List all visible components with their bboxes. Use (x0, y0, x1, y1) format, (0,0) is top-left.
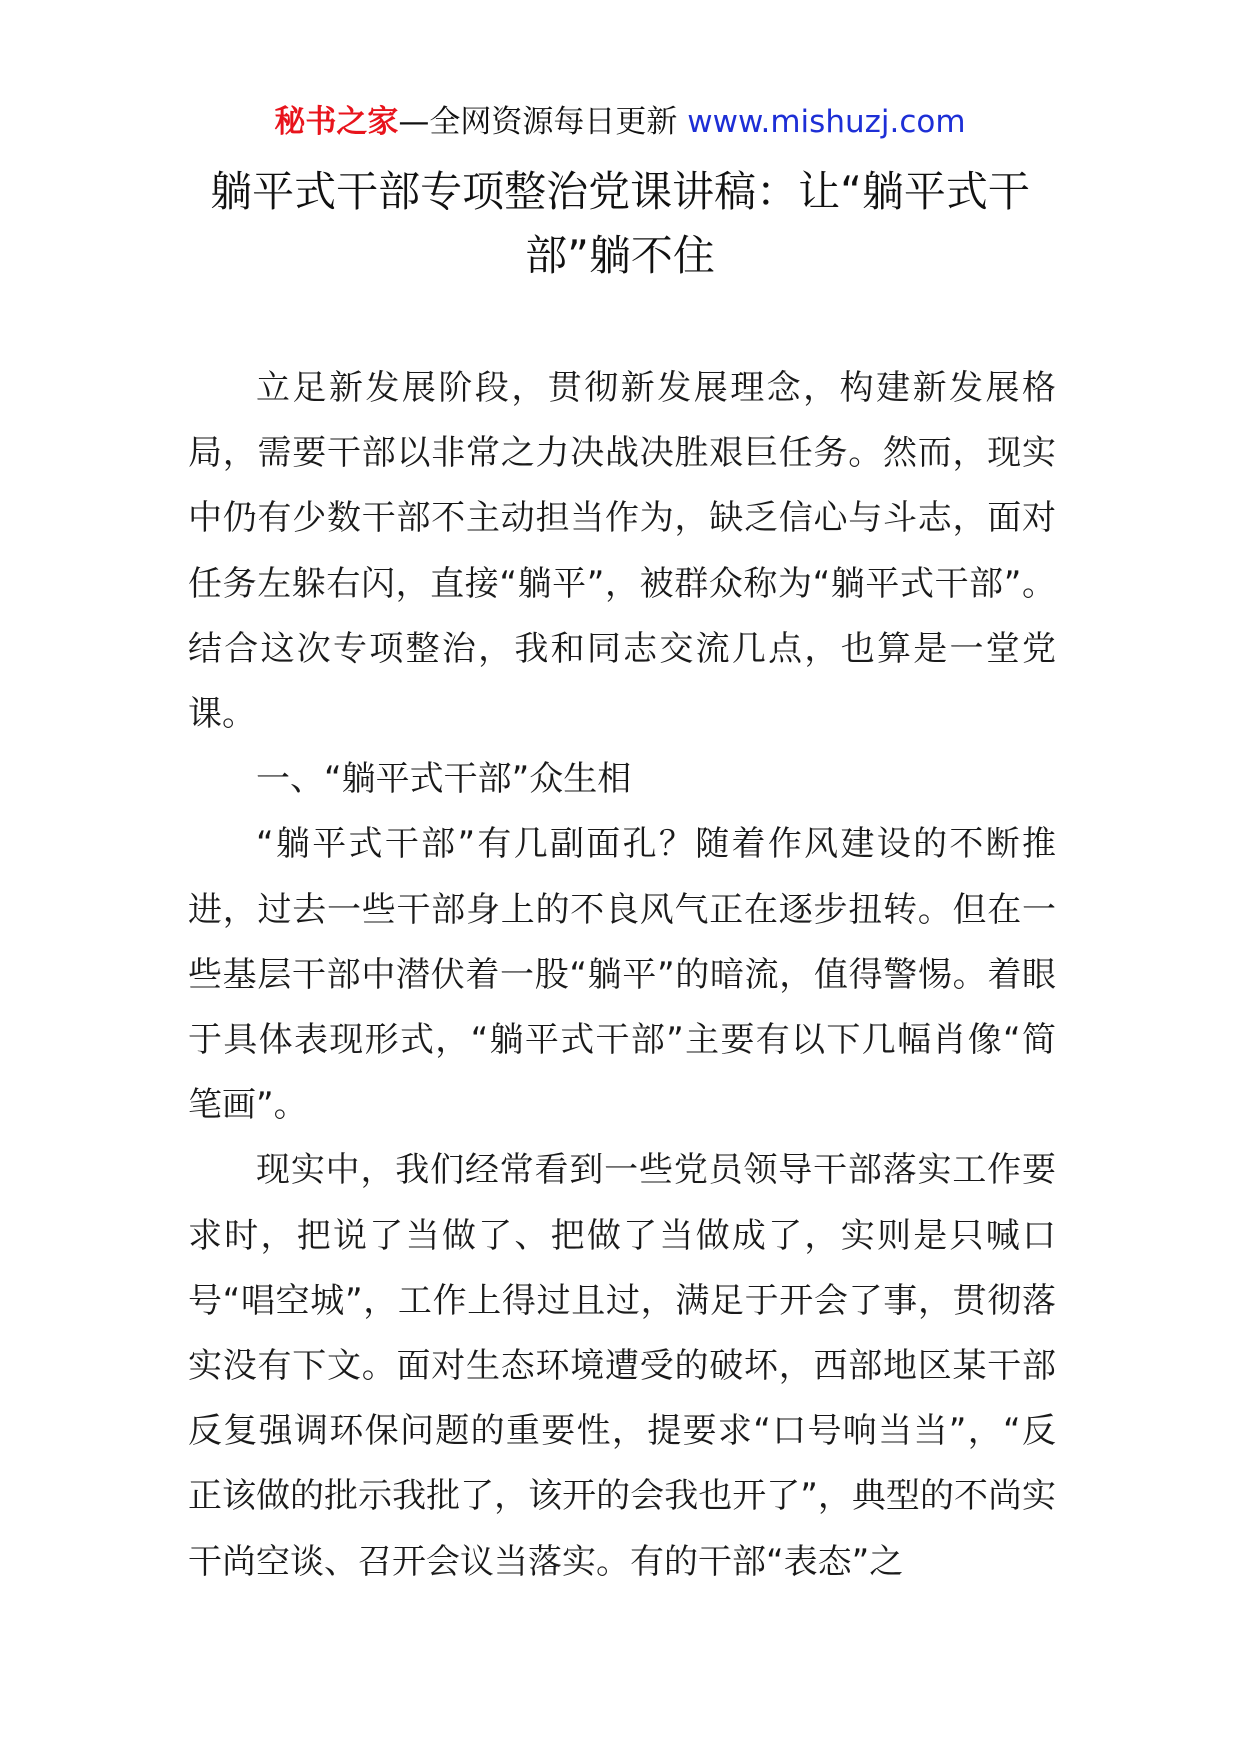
header-tagline: —全网资源每日更新 (398, 104, 688, 140)
paragraph-reality: 现实中，我们经常看到一些党员领导干部落实工作要求时，把说了当做了、把做了当做成了，实则是只喊口号“唱空城”，工作上得过且过，满足于开会了事，贯彻落实没有下文。面对生态环境遭受的破坏，西部地区某干部反复强调环保问题的重要性，提要求“口号响当当”，“反正该做的批示我批了，该开的会我也开了”，典型的不尚实干尚空谈、召开会议当落实。有的干部“表态”之 (188, 1150, 1056, 1582)
brand-name: 秘书之家 (274, 104, 399, 140)
section-heading: 一、“躺平式干部”众生相 (256, 759, 632, 800)
document-title: 躺平式干部专项整治党课讲稿：让“躺平式干部”躺不住 (210, 167, 1030, 280)
site-url-link[interactable]: www.mishuzj.com (687, 104, 966, 140)
paragraph-faces: “躺平式干部”有几副面孔？随着作风建设的不断推进，过去一些干部身上的不良风气正在逐步扭转。但在一些基层干部中潜伏着一股“躺平”的暗流，值得警惕。着眼于具体表现形式，“躺平式干部”主要有以下几幅肖像“简笔画”。 (188, 824, 1056, 1126)
paragraph-intro: 立足新发展阶段，贯彻新发展理念，构建新发展格局，需要干部以非常之力决战决胜艰巨任务。然而，现实中仍有少数干部不主动担当作为，缺乏信心与斗志，面对任务左躲右闪，直接“躺平”，被群众称为“躺平式干部”。结合这次专项整治，我和同志交流几点，也算是一堂党课。 (188, 368, 1056, 735)
site-header (0, 100, 1240, 144)
document-body (188, 356, 1056, 1595)
